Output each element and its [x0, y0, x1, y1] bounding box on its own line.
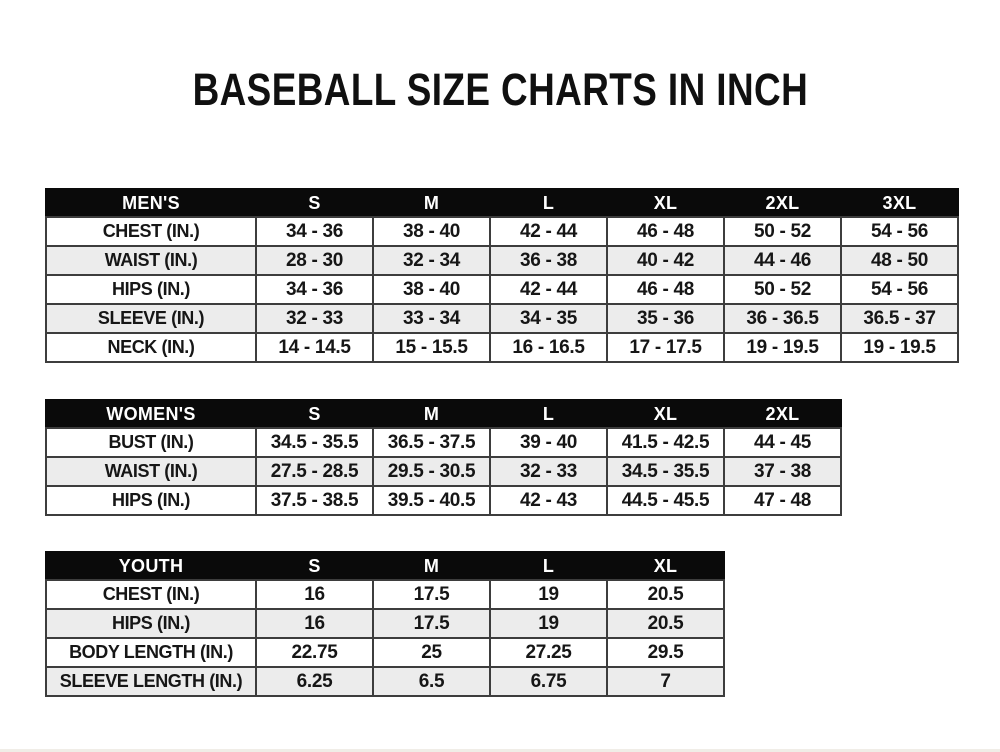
size-value-cell: 42 - 44 — [490, 275, 607, 304]
measurement-label: SLEEVE (IN.) — [46, 304, 256, 333]
size-table-header-row — [46, 552, 724, 580]
size-value-cell: 36.5 - 37.5 — [373, 428, 490, 457]
size-column-header: L — [490, 189, 607, 217]
size-value-cell: 36 - 36.5 — [724, 304, 841, 333]
size-value-cell: 16 - 16.5 — [490, 333, 607, 362]
size-column-header: S — [256, 552, 373, 580]
size-column-header: L — [490, 552, 607, 580]
measurement-row — [46, 609, 724, 638]
size-value-cell: 47 - 48 — [724, 486, 841, 515]
size-value-cell: 16 — [256, 609, 373, 638]
measurement-label: NECK (IN.) — [46, 333, 256, 362]
measurement-label: SLEEVE LENGTH (IN.) — [46, 667, 256, 696]
size-value-cell: 20.5 — [607, 580, 724, 609]
size-value-cell: 14 - 14.5 — [256, 333, 373, 362]
size-value-cell: 36 - 38 — [490, 246, 607, 275]
table-group-header: MEN'S — [46, 189, 256, 217]
size-value-cell: 19 — [490, 580, 607, 609]
size-value-cell: 44.5 - 45.5 — [607, 486, 724, 515]
size-column-header: S — [256, 189, 373, 217]
size-column-header: 2XL — [724, 400, 841, 428]
size-value-cell: 6.75 — [490, 667, 607, 696]
size-value-cell: 42 - 44 — [490, 217, 607, 246]
page-title-text: BASEBALL SIZE CHARTS IN INCH — [192, 64, 808, 115]
size-value-cell: 6.25 — [256, 667, 373, 696]
size-value-cell: 6.5 — [373, 667, 490, 696]
measurement-label: HIPS (IN.) — [46, 486, 256, 515]
size-column-header: S — [256, 400, 373, 428]
size-value-cell: 34.5 - 35.5 — [607, 457, 724, 486]
measurement-row — [46, 580, 724, 609]
size-value-cell: 32 - 33 — [490, 457, 607, 486]
page-title — [0, 64, 1000, 116]
size-column-header: M — [373, 552, 490, 580]
size-value-cell: 17 - 17.5 — [607, 333, 724, 362]
measurement-row — [46, 457, 841, 486]
measurement-label: CHEST (IN.) — [46, 580, 256, 609]
size-value-cell: 41.5 - 42.5 — [607, 428, 724, 457]
size-value-cell: 44 - 46 — [724, 246, 841, 275]
size-column-header: M — [373, 400, 490, 428]
measurement-row — [46, 428, 841, 457]
size-column-header: M — [373, 189, 490, 217]
size-value-cell: 35 - 36 — [607, 304, 724, 333]
size-value-cell: 27.25 — [490, 638, 607, 667]
size-value-cell: 48 - 50 — [841, 246, 958, 275]
size-value-cell: 37 - 38 — [724, 457, 841, 486]
size-column-header: XL — [607, 189, 724, 217]
measurement-row — [46, 486, 841, 515]
measurement-label: BUST (IN.) — [46, 428, 256, 457]
size-value-cell: 54 - 56 — [841, 217, 958, 246]
measurement-label: WAIST (IN.) — [46, 246, 256, 275]
size-value-cell: 46 - 48 — [607, 275, 724, 304]
measurement-row — [46, 275, 958, 304]
size-value-cell: 39.5 - 40.5 — [373, 486, 490, 515]
size-value-cell: 15 - 15.5 — [373, 333, 490, 362]
size-value-cell: 28 - 30 — [256, 246, 373, 275]
size-value-cell: 39 - 40 — [490, 428, 607, 457]
table-group-header: WOMEN'S — [46, 400, 256, 428]
size-value-cell: 32 - 34 — [373, 246, 490, 275]
measurement-row — [46, 217, 958, 246]
size-value-cell: 34 - 35 — [490, 304, 607, 333]
size-value-cell: 17.5 — [373, 609, 490, 638]
table-group-header: YOUTH — [46, 552, 256, 580]
measurement-label: CHEST (IN.) — [46, 217, 256, 246]
measurement-row — [46, 304, 958, 333]
size-value-cell: 54 - 56 — [841, 275, 958, 304]
size-column-header: 2XL — [724, 189, 841, 217]
size-value-cell: 34 - 36 — [256, 217, 373, 246]
size-column-header: XL — [607, 400, 724, 428]
size-value-cell: 50 - 52 — [724, 217, 841, 246]
measurement-label: WAIST (IN.) — [46, 457, 256, 486]
youth-size-table — [45, 551, 725, 697]
size-value-cell: 42 - 43 — [490, 486, 607, 515]
size-value-cell: 19 - 19.5 — [724, 333, 841, 362]
size-table-header-row — [46, 400, 841, 428]
size-value-cell: 19 - 19.5 — [841, 333, 958, 362]
size-column-header: 3XL — [841, 189, 958, 217]
measurement-row — [46, 333, 958, 362]
mens-size-table — [45, 188, 959, 363]
size-value-cell: 19 — [490, 609, 607, 638]
size-column-header: L — [490, 400, 607, 428]
measurement-label: HIPS (IN.) — [46, 609, 256, 638]
size-value-cell: 34.5 - 35.5 — [256, 428, 373, 457]
womens-size-table — [45, 399, 842, 516]
size-value-cell: 37.5 - 38.5 — [256, 486, 373, 515]
measurement-row — [46, 246, 958, 275]
size-table-header-row — [46, 189, 958, 217]
size-column-header: XL — [607, 552, 724, 580]
size-value-cell: 50 - 52 — [724, 275, 841, 304]
size-value-cell: 38 - 40 — [373, 275, 490, 304]
measurement-row — [46, 638, 724, 667]
size-value-cell: 25 — [373, 638, 490, 667]
size-value-cell: 27.5 - 28.5 — [256, 457, 373, 486]
size-value-cell: 34 - 36 — [256, 275, 373, 304]
size-value-cell: 46 - 48 — [607, 217, 724, 246]
size-value-cell: 17.5 — [373, 580, 490, 609]
size-value-cell: 33 - 34 — [373, 304, 490, 333]
size-value-cell: 44 - 45 — [724, 428, 841, 457]
size-value-cell: 40 - 42 — [607, 246, 724, 275]
size-value-cell: 38 - 40 — [373, 217, 490, 246]
size-value-cell: 22.75 — [256, 638, 373, 667]
size-value-cell: 20.5 — [607, 609, 724, 638]
measurement-label: BODY LENGTH (IN.) — [46, 638, 256, 667]
size-value-cell: 36.5 - 37 — [841, 304, 958, 333]
measurement-row — [46, 667, 724, 696]
size-value-cell: 29.5 - 30.5 — [373, 457, 490, 486]
size-value-cell: 29.5 — [607, 638, 724, 667]
size-value-cell: 7 — [607, 667, 724, 696]
size-value-cell: 16 — [256, 580, 373, 609]
measurement-label: HIPS (IN.) — [46, 275, 256, 304]
size-value-cell: 32 - 33 — [256, 304, 373, 333]
